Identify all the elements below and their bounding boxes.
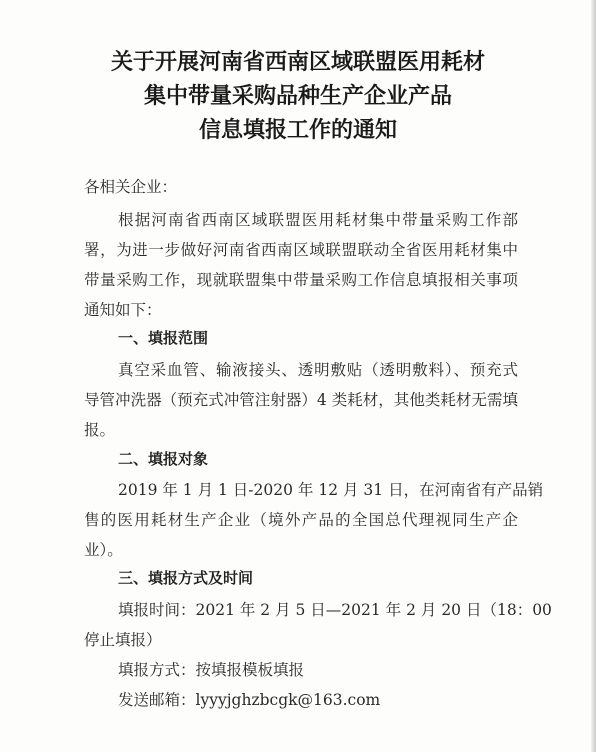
method-time-line: 填报时间：2021 年 2 月 5 日—2021 年 2 月 20 日（18：00 (118, 601, 552, 619)
page-edge-shadow (591, 0, 596, 752)
scope-line-3: 报。 (84, 421, 116, 439)
document-title-line-1: 关于开展河南省西南区域联盟医用耗材 (110, 49, 485, 75)
target-line-3: 业）。 (84, 541, 123, 559)
intro-line-1: 根据河南省西南区域联盟医用耗材集中带量采购工作部 (118, 211, 518, 229)
method-email-line: 发送邮箱：lyyyjghzbcgk@163.com (118, 691, 381, 709)
intro-line-2: 署，为进一步做好河南省西南区域联盟联动全省医用耗材集中 (84, 241, 518, 259)
scope-line-1: 真空采血管、输液接头、透明敷贴（透明敷料）、预充式 (118, 361, 518, 379)
scope-line-2: 导管冲洗器（预充式冲管注射器）4 类耗材，其他类耗材无需填 (84, 391, 518, 409)
document-title-line-3: 信息填报工作的通知 (198, 117, 397, 143)
salutation: 各相关企业： (84, 178, 178, 196)
intro-line-4: 通知如下： (84, 301, 162, 319)
section-heading-target: 二、填报对象 (118, 450, 209, 468)
target-line-1: 2019 年 1 月 1 日-2020 年 12 月 31 日，在河南省有产品销 (118, 481, 544, 499)
section-heading-scope: 一、填报范围 (118, 329, 209, 347)
target-line-2: 售的医用耗材生产企业（境外产品的全国总代理视同生产企 (84, 511, 518, 529)
intro-line-3: 带量采购工作，现就联盟集中带量采购工作信息填报相关事项 (84, 271, 518, 289)
document-title-line-2: 集中带量采购品种生产企业产品 (143, 83, 452, 109)
method-time-end: 停止填报） (84, 631, 162, 649)
method-way-line: 填报方式：按填报模板填报 (118, 661, 305, 679)
section-heading-method: 三、填报方式及时间 (118, 569, 254, 587)
